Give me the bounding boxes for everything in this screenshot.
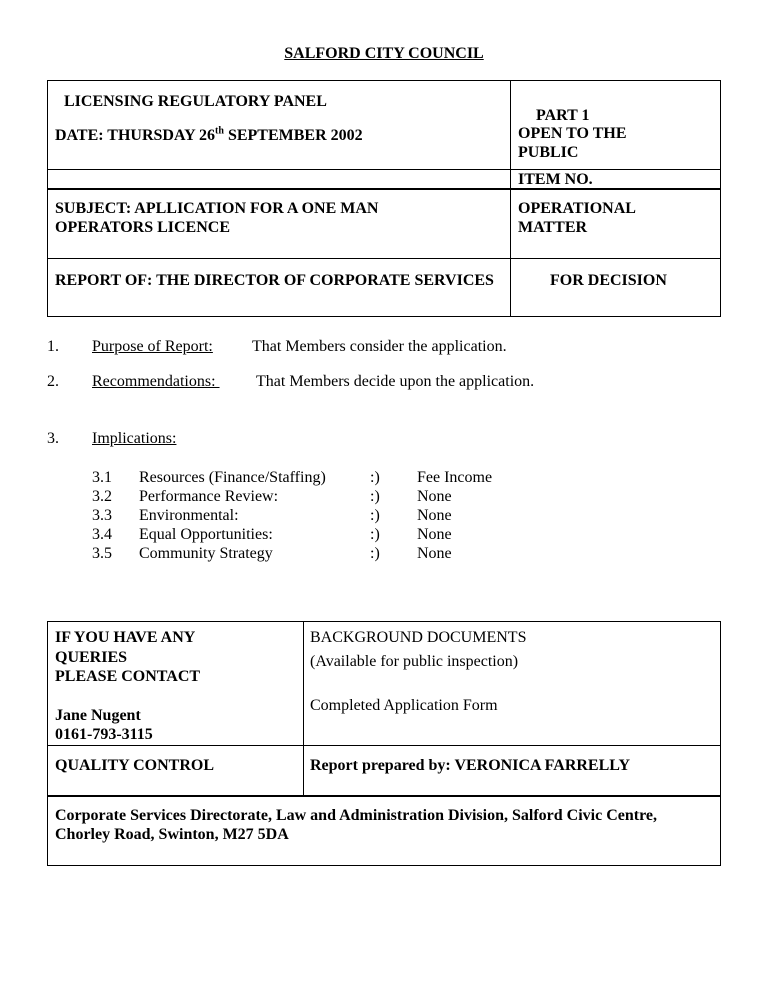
subject: SUBJECT: APLLICATION FOR A ONE MAN OPERATORS LICENCE bbox=[55, 200, 379, 236]
open-to-public-line1: OPEN TO THE bbox=[518, 125, 627, 142]
queries-line2: QUERIES bbox=[55, 649, 128, 666]
item-number: 3. bbox=[47, 430, 59, 447]
item-number-label: ITEM NO. bbox=[518, 171, 593, 188]
meeting-date: DATE: THURSDAY 26th SEPTEMBER 2002 bbox=[55, 125, 363, 144]
council-title: SALFORD CITY COUNCIL bbox=[284, 45, 484, 62]
implication-label: Community Strategy bbox=[139, 545, 273, 562]
panel-name: LICENSING REGULATORY PANEL bbox=[64, 93, 327, 110]
implication-number: 3.4 bbox=[92, 526, 112, 543]
queries-line1: IF YOU HAVE ANY bbox=[55, 629, 196, 646]
item-label: Recommendations: bbox=[92, 373, 220, 390]
implication-separator: :) bbox=[370, 488, 380, 505]
item-label: Purpose of Report: bbox=[92, 338, 213, 355]
open-to-public-line2: PUBLIC bbox=[518, 144, 579, 161]
implication-value: Fee Income bbox=[417, 469, 493, 486]
implication-number: 3.1 bbox=[92, 469, 112, 486]
report-of: REPORT OF: THE DIRECTOR OF CORPORATE SERVICES bbox=[55, 272, 494, 289]
item-number: 2. bbox=[47, 373, 59, 390]
for-decision: FOR DECISION bbox=[550, 272, 667, 289]
implication-value: None bbox=[417, 545, 452, 562]
implication-label: Environmental: bbox=[139, 507, 239, 524]
implication-separator: :) bbox=[370, 545, 380, 562]
implication-number: 3.5 bbox=[92, 545, 112, 562]
implication-value: None bbox=[417, 507, 452, 524]
quality-control: QUALITY CONTROL bbox=[55, 757, 214, 774]
background-documents-title: BACKGROUND DOCUMENTS bbox=[310, 629, 527, 646]
part-label: PART 1 bbox=[536, 107, 590, 124]
contact-name: Jane Nugent bbox=[55, 707, 141, 724]
implication-number: 3.2 bbox=[92, 488, 112, 505]
implication-label: Equal Opportunities: bbox=[139, 526, 273, 543]
implication-separator: :) bbox=[370, 526, 380, 543]
implication-value: None bbox=[417, 526, 452, 543]
operational-line2: MATTER bbox=[518, 219, 588, 236]
contact-phone: 0161-793-3115 bbox=[55, 726, 153, 743]
operational-line1: OPERATIONAL bbox=[518, 200, 636, 217]
implication-label: Resources (Finance/Staffing) bbox=[139, 469, 326, 486]
footer-address: Corporate Services Directorate, Law and Administration Division, Salford Civic Centre, Chorley Road, Swinton, M27 5DA bbox=[55, 807, 658, 843]
background-document: Completed Application Form bbox=[310, 697, 498, 714]
implication-number: 3.3 bbox=[92, 507, 112, 524]
implication-value: None bbox=[417, 488, 452, 505]
implication-separator: :) bbox=[370, 469, 380, 486]
implication-label: Performance Review: bbox=[139, 488, 279, 505]
item-text: That Members consider the application. bbox=[252, 338, 507, 355]
item-text: That Members decide upon the application. bbox=[256, 373, 535, 390]
implication-separator: :) bbox=[370, 507, 380, 524]
queries-line3: PLEASE CONTACT bbox=[55, 668, 201, 685]
report-prepared-by: Report prepared by: VERONICA FARRELLY bbox=[310, 757, 631, 774]
item-number: 1. bbox=[47, 338, 59, 355]
item-label: Implications: bbox=[92, 430, 177, 447]
background-documents-note: (Available for public inspection) bbox=[310, 653, 519, 670]
